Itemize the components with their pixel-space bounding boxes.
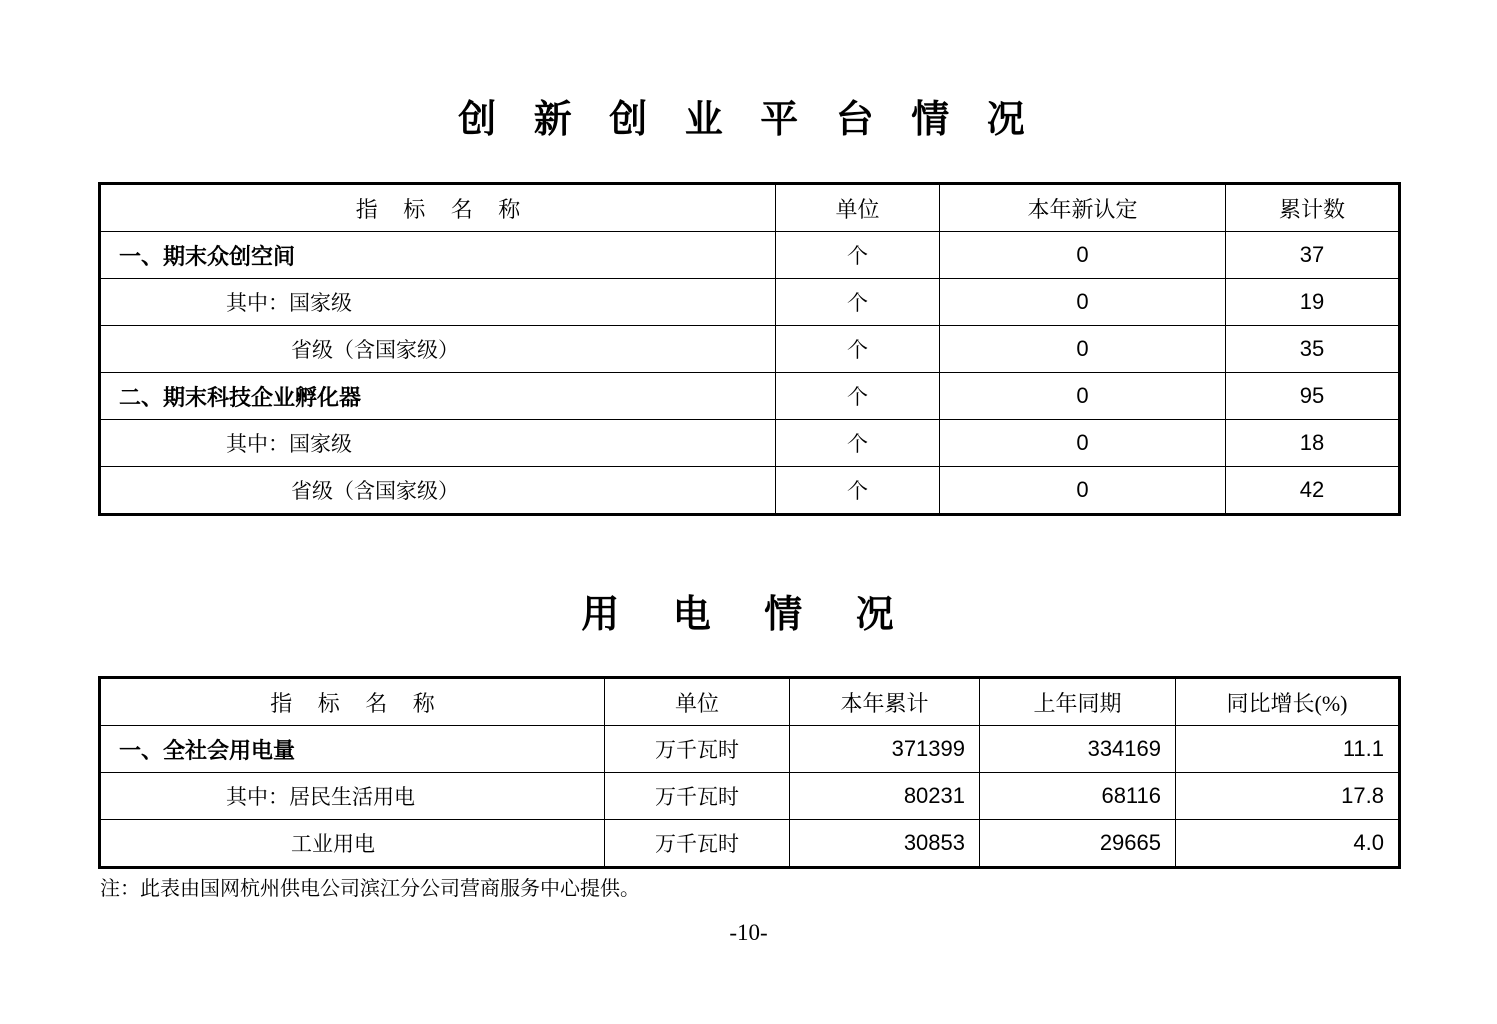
- row-label: 其中：居民生活用电: [100, 773, 605, 820]
- row-cumulative: 19: [1226, 279, 1400, 326]
- row-label: 其中：国家级: [100, 420, 776, 467]
- row-label: 一、全社会用电量: [100, 726, 605, 773]
- row-label: 省级（含国家级）: [100, 467, 776, 515]
- row-new-certified: 0: [940, 420, 1226, 467]
- row-unit: 个: [776, 420, 940, 467]
- table-header-row: [100, 184, 1400, 232]
- table-header-row: [100, 678, 1400, 726]
- header-unit: 单位: [776, 184, 940, 232]
- table-row: [100, 326, 1400, 373]
- row-growth-rate: 11.1: [1176, 726, 1400, 773]
- row-unit: 万千瓦时: [605, 773, 790, 820]
- row-label: 二、期末科技企业孵化器: [100, 373, 776, 420]
- row-growth-rate: 17.8: [1176, 773, 1400, 820]
- table-row: [100, 279, 1400, 326]
- row-unit: 个: [776, 232, 940, 279]
- row-label: 其中：国家级: [100, 279, 776, 326]
- power-usage-table: [98, 676, 1401, 869]
- row-new-certified: 0: [940, 232, 1226, 279]
- header-current-year: 本年累计: [790, 678, 980, 726]
- row-last-year: 68116: [980, 773, 1176, 820]
- row-last-year: 334169: [980, 726, 1176, 773]
- row-cumulative: 95: [1226, 373, 1400, 420]
- header-last-year: 上年同期: [980, 678, 1176, 726]
- header-unit: 单位: [605, 678, 790, 726]
- row-label: 省级（含国家级）: [100, 326, 776, 373]
- row-unit: 个: [776, 373, 940, 420]
- innovation-platform-table: [98, 182, 1401, 516]
- row-unit: 个: [776, 279, 940, 326]
- row-new-certified: 0: [940, 326, 1226, 373]
- table-row: [100, 467, 1400, 515]
- header-cumulative: 累计数: [1226, 184, 1400, 232]
- row-new-certified: 0: [940, 467, 1226, 515]
- header-indicator-name: 指 标 名 称: [100, 678, 605, 726]
- row-current-year: 371399: [790, 726, 980, 773]
- table-row: [100, 420, 1400, 467]
- row-current-year: 30853: [790, 820, 980, 868]
- table-row: [100, 820, 1400, 868]
- table-row: [100, 726, 1400, 773]
- row-cumulative: 37: [1226, 232, 1400, 279]
- row-unit: 万千瓦时: [605, 726, 790, 773]
- row-unit: 万千瓦时: [605, 820, 790, 868]
- row-label: 一、期末众创空间: [100, 232, 776, 279]
- row-cumulative: 18: [1226, 420, 1400, 467]
- row-label: 工业用电: [100, 820, 605, 868]
- row-current-year: 80231: [790, 773, 980, 820]
- header-indicator-name: 指 标 名 称: [100, 184, 776, 232]
- table-row: [100, 232, 1400, 279]
- row-new-certified: 0: [940, 373, 1226, 420]
- header-growth-rate: 同比增长(%): [1176, 678, 1400, 726]
- row-unit: 个: [776, 326, 940, 373]
- row-last-year: 29665: [980, 820, 1176, 868]
- header-new-certified: 本年新认定: [940, 184, 1226, 232]
- row-unit: 个: [776, 467, 940, 515]
- page-title-innovation-platform: 创 新 创 业 平 台 情 况: [458, 99, 1039, 141]
- table-row: [100, 773, 1400, 820]
- page-number: -10-: [729, 920, 768, 945]
- row-new-certified: 0: [940, 279, 1226, 326]
- row-cumulative: 42: [1226, 467, 1400, 515]
- row-cumulative: 35: [1226, 326, 1400, 373]
- page-title-power-usage: 用 电 情 况: [581, 594, 916, 636]
- table-row: [100, 373, 1400, 420]
- row-growth-rate: 4.0: [1176, 820, 1400, 868]
- table-note: 注：此表由国网杭州供电公司滨江分公司营商服务中心提供。: [100, 878, 640, 900]
